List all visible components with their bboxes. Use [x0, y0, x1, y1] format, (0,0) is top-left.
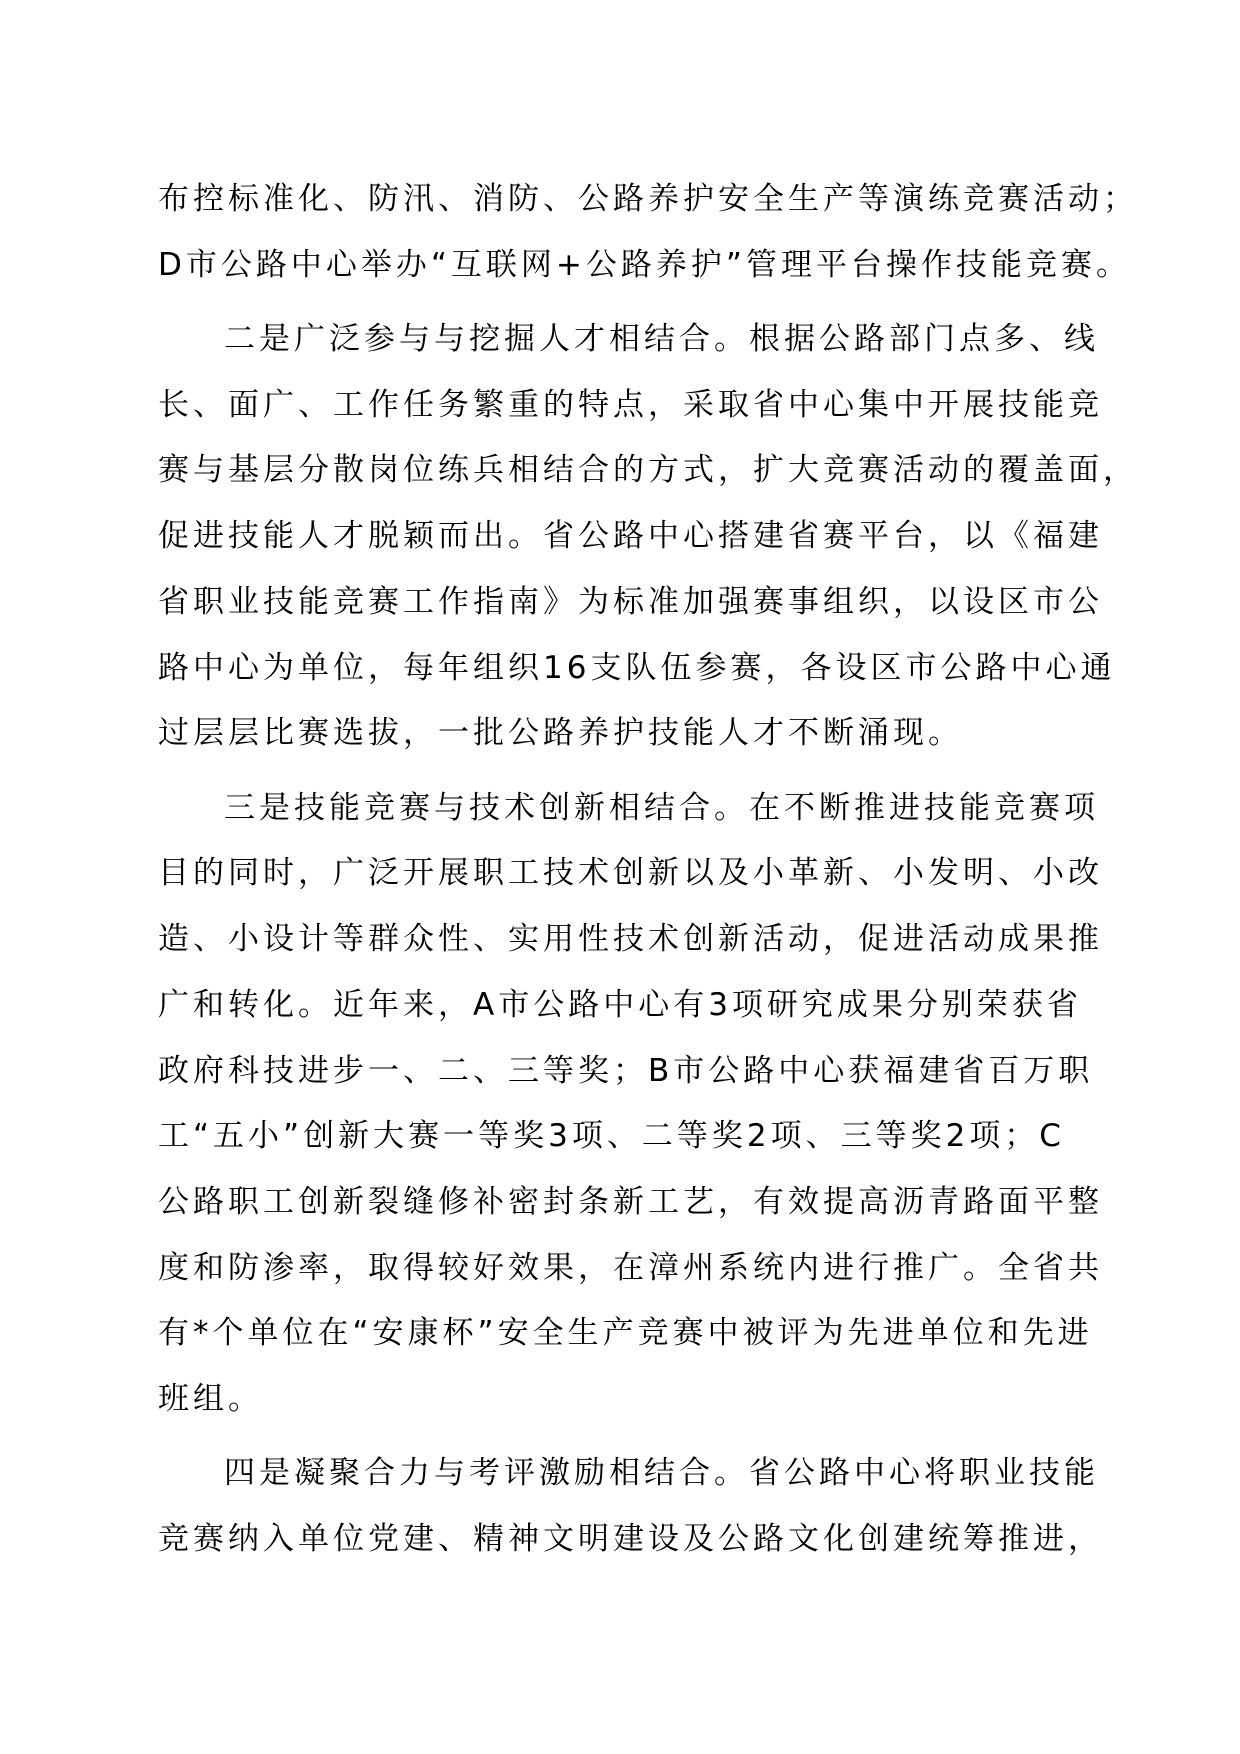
text-line: D市公路中心举办“互联网+公路养护”管理平台操作技能竞赛。 [158, 247, 1131, 283]
text-line: 工“五小”创新大赛一等奖3项、二等奖2项、三等奖2项；C [158, 1118, 1065, 1154]
text-line: 路中心为单位，每年组织16支队伍参赛，各设区市公路中心通 [158, 650, 1116, 686]
paragraph-2-first-line: 二是广泛参与与挖掘人才相结合。根据公路部门点多、线 [224, 321, 1099, 357]
text-line: 度和防渗率，取得较好效果，在漳州系统内进行推广。全省共 [158, 1250, 1103, 1286]
text-line: 广和转化。近年来，A市公路中心有3项研究成果分别荣获省 [158, 987, 1082, 1023]
text-line: 过层层比赛选拔，一批公路养护技能人才不断涌现。 [158, 715, 963, 751]
text-line: 公路职工创新裂缝修补密封条新工艺，有效提高沥青路面平整 [158, 1184, 1103, 1220]
text-line: 造、小设计等群众性、实用性技术创新活动，促进活动成果推 [158, 921, 1103, 957]
text-line: 促进技能人才脱颖而出。省公路中心搭建省赛平台，以《福建 [158, 518, 1103, 554]
text-line: 政府科技进步一、二、三等奖；B市公路中心获福建省百万职 [158, 1053, 1094, 1089]
text-line: 省职业技能竞赛工作指南》为标准加强赛事组织，以设区市公 [158, 584, 1103, 620]
text-line: 长、面广、工作任务繁重的特点，采取省中心集中开展技能竞 [158, 387, 1103, 423]
text-line: 竞赛纳入单位党建、精神文明建设及公路文化创建统筹推进， [158, 1521, 1103, 1557]
text-line: 赛与基层分散岗位练兵相结合的方式，扩大竞赛活动的覆盖面， [158, 452, 1138, 488]
text-line: 布控标准化、防汛、消防、公路养护安全生产等演练竞赛活动； [158, 181, 1138, 217]
paragraph-3-first-line: 三是技能竞赛与技术创新相结合。在不断推进技能竞赛项 [224, 790, 1099, 826]
text-line: 目的同时，广泛开展职工技术创新以及小革新、小发明、小改 [158, 855, 1103, 891]
text-line: 有*个单位在“安康杯”安全生产竞赛中被评为先进单位和先进 [158, 1315, 1093, 1351]
paragraph-4-first-line: 四是凝聚合力与考评激励相结合。省公路中心将职业技能 [224, 1455, 1099, 1491]
text-line: 班组。 [158, 1381, 263, 1417]
